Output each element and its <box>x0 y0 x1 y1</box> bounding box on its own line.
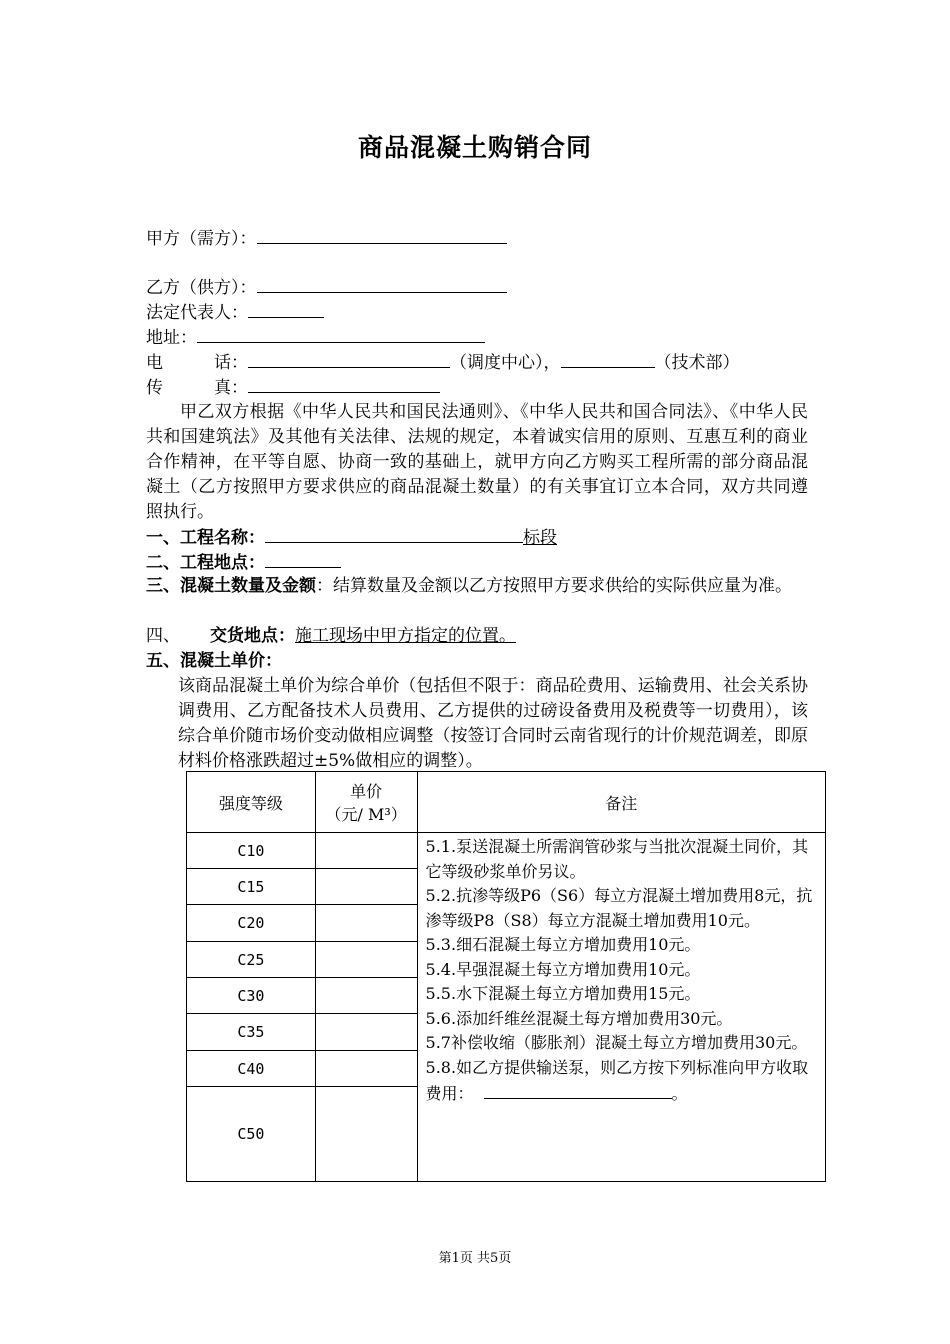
section-2 <box>146 549 341 575</box>
section-1 <box>146 524 557 550</box>
notes-cell <box>417 833 825 1182</box>
section-3 <box>146 574 808 599</box>
party-b-blank[interactable] <box>257 274 507 293</box>
section-4-num: 四、 <box>146 626 180 646</box>
section-3-text: ：结算数量及金额以乙方按照甲方要求供给的实际供应量为准。 <box>316 576 792 596</box>
price-table <box>186 771 826 1182</box>
legal-rep-label: 法定代表人： <box>146 303 248 323</box>
phone-dispatch-blank[interactable] <box>248 349 450 368</box>
section-3-heading: 三、混凝土数量及金额 <box>146 576 316 596</box>
grade-cell: C20 <box>187 905 316 942</box>
address-label: 地址： <box>146 328 197 348</box>
header-notes: 备注 <box>417 772 825 833</box>
section-4: 四、 交货地点：施工现场中甲方指定的位置。 <box>146 626 516 646</box>
header-grade: 强度等级 <box>187 772 316 833</box>
grade-cell: C15 <box>187 869 316 905</box>
price-cell[interactable] <box>315 869 417 905</box>
phone-label: 电 话： <box>146 353 248 373</box>
note-item-last <box>426 1056 819 1107</box>
price-table-header <box>187 772 826 833</box>
page-title: 商品混凝土购销合同 <box>357 133 592 162</box>
price-cell[interactable] <box>315 978 417 1014</box>
section-4-heading: 交货地点 <box>210 626 278 646</box>
price-cell[interactable] <box>315 1014 417 1051</box>
party-b-line <box>146 274 507 300</box>
party-a-blank[interactable] <box>257 225 507 244</box>
price-cell[interactable] <box>315 1087 417 1182</box>
section-5-text: 该商品混凝土单价为综合单价（包括但不限于：商品砼费用、运输费用、社会关系协调费用、乙方配备技术人员费用、乙方提供的过磅设备费用及税费等一切费用），该综合单价随市场价变动做相应调整（按签订合同时云南省现行的计价规范调差，即原材料价格涨跌超过±5%做相应的调整）。 <box>178 676 808 771</box>
section-1-heading: 一、工程名称： <box>146 528 265 548</box>
header-price-line1: 单价 <box>350 782 383 801</box>
party-b-label: 乙方（供方）： <box>146 278 257 298</box>
fax-line <box>146 374 440 400</box>
grade-cell: C40 <box>187 1051 316 1087</box>
address-line <box>146 324 485 350</box>
header-price <box>315 772 417 833</box>
table-row <box>187 833 826 869</box>
intro-paragraph: 甲乙双方根据《中华人民共和国民法通则》、《中华人民共和国合同法》、《中华人民共和国建筑法》及其他有关法律、法规的规定，本着诚实信用的原则、互惠互利的商业合作精神，在平等自愿、协商一致的基础上，就甲方向乙方购买工程所需的部分商品混凝土（乙方按照甲方要求供应的商品混凝土数量）的有关事宜订立本合同，双方共同遵照执行。 <box>146 402 808 522</box>
page-footer: 第1页 共5页 <box>438 1251 512 1266</box>
note-item: 5.8.如乙方提供输送泵，则乙方按下列标准向甲方收取费用： <box>425 1057 809 1103</box>
legal-rep-line <box>146 299 324 325</box>
phone-tech-label: （技术部） <box>654 353 740 373</box>
header-price-line2: （元/ M³） <box>325 805 407 824</box>
grade-cell: C25 <box>187 942 316 978</box>
grade-cell: C35 <box>187 1014 316 1051</box>
grade-cell: C30 <box>187 978 316 1014</box>
fax-label: 传 真： <box>146 378 248 398</box>
note-item: 5.3.细石混凝土每立方增加费用10元。 <box>425 935 701 954</box>
note-item: 5.7补偿收缩（膨胀剂）混凝土每立方增加费用30元。 <box>425 1033 808 1052</box>
note-item: 5.5.水下混凝土每立方增加费用15元。 <box>425 984 701 1003</box>
note-end: 。 <box>671 1084 688 1103</box>
note-item: 5.1.泵送混凝土所需润管砂浆与当批次混凝土同价，其它等级砂浆单价另议。 <box>425 837 809 881</box>
price-cell[interactable] <box>315 1051 417 1087</box>
party-a-line <box>146 225 507 251</box>
phone-tech-blank[interactable] <box>561 349 655 368</box>
phone-line <box>146 349 740 375</box>
fax-blank[interactable] <box>248 374 440 393</box>
section-5-heading: 五、混凝土单价： <box>146 651 282 671</box>
pump-fee-blank[interactable] <box>484 1080 672 1099</box>
address-blank[interactable] <box>197 324 485 343</box>
project-location-blank[interactable] <box>265 549 341 568</box>
note-item: 5.4.早强混凝土每立方增加费用10元。 <box>425 959 701 979</box>
project-name-blank[interactable] <box>265 524 523 543</box>
section-1-suffix: 标段 <box>523 528 557 548</box>
section-4-text: 施工现场中甲方指定的位置。 <box>295 626 516 646</box>
party-a-label: 甲方（需方）： <box>146 229 257 249</box>
phone-dispatch-label: （调度中心）， <box>450 353 561 373</box>
section-2-heading: 二、工程地点： <box>146 553 265 573</box>
note-item: 5.6.添加纤维丝混凝土每方增加费用30元。 <box>425 1008 733 1028</box>
price-cell[interactable] <box>315 833 417 869</box>
price-cell[interactable] <box>315 942 417 978</box>
legal-rep-blank[interactable] <box>248 299 324 318</box>
grade-cell: C50 <box>187 1087 316 1182</box>
note-item: 5.2.抗渗等级P6（S6）每立方混凝土增加费用8元，抗渗等级P8（S8）每立方混凝土增加费用10元。 <box>425 886 813 930</box>
grade-cell: C10 <box>187 833 316 869</box>
price-cell[interactable] <box>315 905 417 942</box>
